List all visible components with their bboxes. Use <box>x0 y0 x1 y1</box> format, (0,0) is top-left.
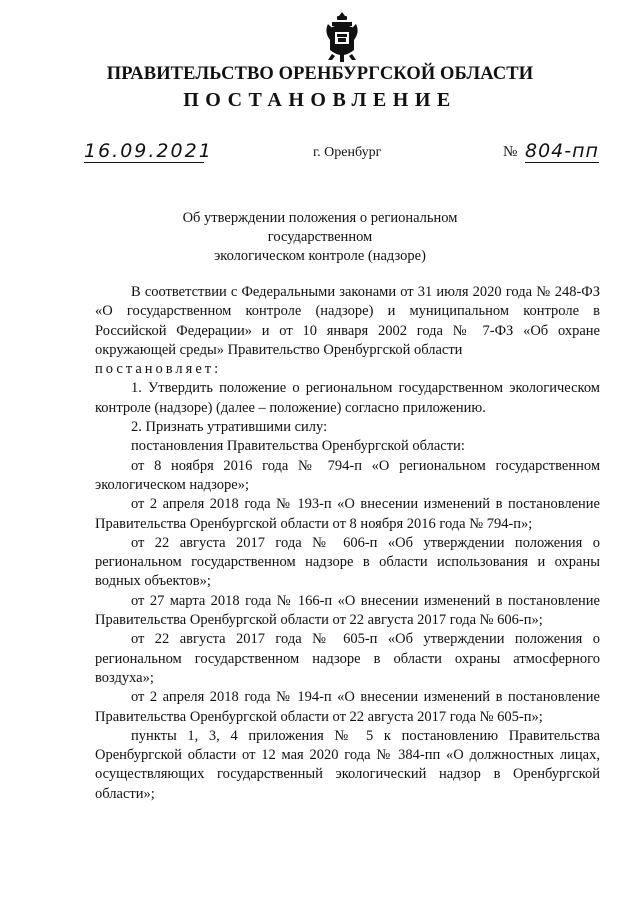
intro-paragraph <box>95 283 600 360</box>
decree-word-paragraph <box>95 360 600 379</box>
paragraph-item-3: постановления Правительства Оренбургской области: <box>131 438 465 455</box>
coat-of-arms-icon <box>322 10 362 64</box>
intro-text: В соответствии с Федеральными законами от 31 июля 2020 года № 248-ФЗ «О государственном контроле (надзоре) и муниципальном контроле в Российской Федерации» и от 10 января 2002 года № 7-ФЗ «Об охране окружающей среды» Правительство Оренбургской области <box>95 284 600 358</box>
paragraph-item-9: от 2 апреля 2018 года № 194-п «О внесении изменений в постановление Правительства Оренбургской области от 22 августа 2017 года № 605-п»; <box>95 689 600 725</box>
subject-line-2: экологическом контроле (надзоре) <box>214 248 426 264</box>
document-number: 804-пп <box>525 140 599 162</box>
paragraph-item-10: пункты 1, 3, 4 приложения № 5 к постановлению Правительства Оренбургской области от 12 мая 2020 года № 384-пп «О должностных лицах, осуществляющих государственный экологический надзор в Оренбургской области»; <box>95 727 600 802</box>
subject-line-1: Об утверждении положения о региональном государственном <box>182 210 458 245</box>
paragraph-item-1: 1. Утвердить положение о региональном государственном экологическом контроле (надзоре) (далее – положение) согласно приложению. <box>95 380 600 416</box>
paragraph-item-4: от 8 ноября 2016 года № 794-п «О региональном государственном экологическом надзоре»; <box>95 457 600 493</box>
document-type: ПОСТАНОВЛЕНИЕ <box>183 89 457 111</box>
document-date: 16.09.2021 <box>84 140 213 162</box>
paragraph-item-7: от 27 марта 2018 года № 166-п «О внесении изменений в постановление Правительства Оренбургской области от 22 августа 2017 года № 606-п»; <box>95 592 600 629</box>
document-body <box>95 283 600 804</box>
decree-word: постановляет: <box>95 361 222 378</box>
government-title: ПРАВИТЕЛЬСТВО ОРЕНБУРГСКОЙ ОБЛАСТИ <box>106 64 534 84</box>
document-subject <box>130 209 510 266</box>
paragraph-item-6: от 22 августа 2017 года № 606-п «Об утверждении положения о региональном государственном надзоре в области использования и охраны водных объектов»; <box>95 534 600 590</box>
document-number-block <box>503 140 599 164</box>
paragraph-item-2: 2. Признать утратившими силу: <box>131 419 328 436</box>
number-sign: № <box>503 144 518 160</box>
paragraph-item-5: от 2 апреля 2018 года № 193-п «О внесении изменений в постановление Правительства Оренбургской области от 8 ноября 2016 года № 794-п»; <box>95 496 600 532</box>
paragraph-item-8: от 22 августа 2017 года № 605-п «Об утверждении положения о региональном государственном надзоре в области охраны атмосферного воздуха»; <box>95 631 600 686</box>
document-city: г. Оренбург <box>313 145 382 160</box>
